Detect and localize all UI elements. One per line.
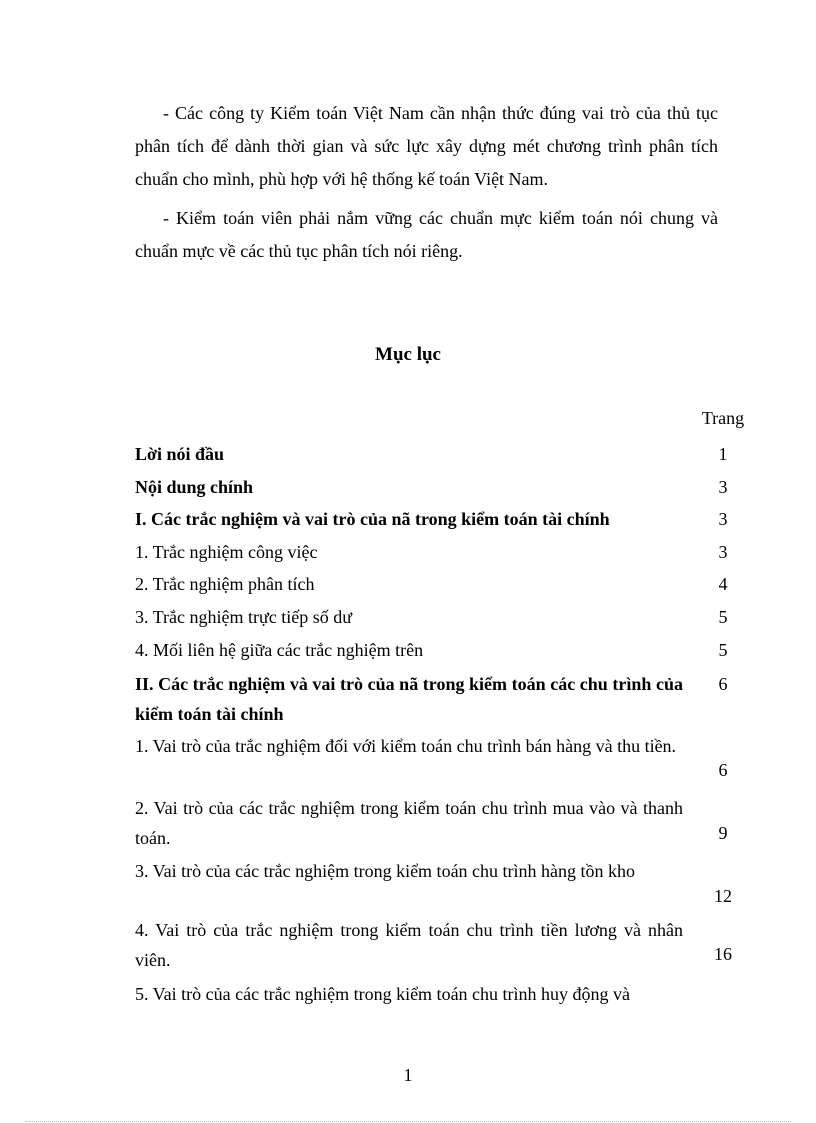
toc-page: 3 bbox=[718, 542, 728, 562]
toc-entry-loi-noi-dau: Lời nói đầu bbox=[135, 444, 225, 464]
footer-divider bbox=[25, 1121, 791, 1122]
toc-entry-section-2: II. Các trắc nghiệm và vai trò của nã trong kiểm toán các chu trình của kiểm toán tài chính bbox=[135, 674, 683, 724]
toc-page: 6 bbox=[718, 674, 728, 694]
toc-entry-section-1: I. Các trắc nghiệm và vai trò của nã trong kiểm toán tài chính bbox=[135, 509, 610, 529]
page-number: 1 bbox=[403, 1065, 413, 1085]
toc-entry-1-4: 4. Mối liên hệ giữa các trắc nghiệm trên bbox=[135, 640, 424, 660]
toc-page: 5 bbox=[718, 607, 728, 627]
paragraph-auditor-standards: - Kiểm toán viên phải nắm vững các chuẩn mực kiểm toán nói chung và chuẩn mực về các thủ tục phân tích nói riêng. bbox=[135, 208, 718, 261]
toc-page: 3 bbox=[718, 509, 728, 529]
toc-entry-noi-dung-chinh: Nội dung chính bbox=[135, 477, 254, 497]
toc-entry-2-5: 5. Vai trò của các trắc nghiệm trong kiểm toán chu trình huy động và bbox=[135, 984, 631, 1004]
toc-entry-2-4: 4. Vai trò của trắc nghiệm trong kiểm toán chu trình tiền lương và nhân viên. bbox=[135, 920, 683, 970]
toc-page: 9 bbox=[718, 823, 728, 843]
toc-entry-1-1: 1. Trắc nghiệm công việc bbox=[135, 542, 318, 562]
toc-title: Mục lục bbox=[375, 344, 441, 365]
toc-page: 12 bbox=[714, 886, 732, 906]
toc-entry-2-2: 2. Vai trò của các trắc nghiệm trong kiểm toán chu trình mua vào và thanh toán. bbox=[135, 798, 683, 848]
toc-page: 1 bbox=[718, 444, 728, 464]
paragraph-analytical-procedures: - Các công ty Kiểm toán Việt Nam cần nhận thức đúng vai trò của thủ tục phân tích để dành thời gian và sức lực xây dựng mét chương trình phân tích chuẩn cho mình, phù hợp với hệ thống kế toán Việt Nam. bbox=[135, 103, 718, 189]
toc-page-column-header: Trang bbox=[701, 408, 745, 428]
toc-page: 3 bbox=[718, 477, 728, 497]
toc-entry-2-3: 3. Vai trò của các trắc nghiệm trong kiểm toán chu trình hàng tồn kho bbox=[135, 861, 636, 881]
toc-page: 16 bbox=[714, 944, 732, 964]
toc-page: 5 bbox=[718, 640, 728, 660]
toc-entry-1-2: 2. Trắc nghiệm phân tích bbox=[135, 574, 315, 594]
toc-page: 4 bbox=[718, 574, 728, 594]
toc-entry-2-1: 1. Vai trò của trắc nghiệm đối với kiểm toán chu trình bán hàng và thu tiền. bbox=[135, 736, 677, 756]
toc-entry-1-3: 3. Trắc nghiệm trực tiếp số dư bbox=[135, 607, 352, 627]
toc-page: 6 bbox=[718, 760, 728, 780]
